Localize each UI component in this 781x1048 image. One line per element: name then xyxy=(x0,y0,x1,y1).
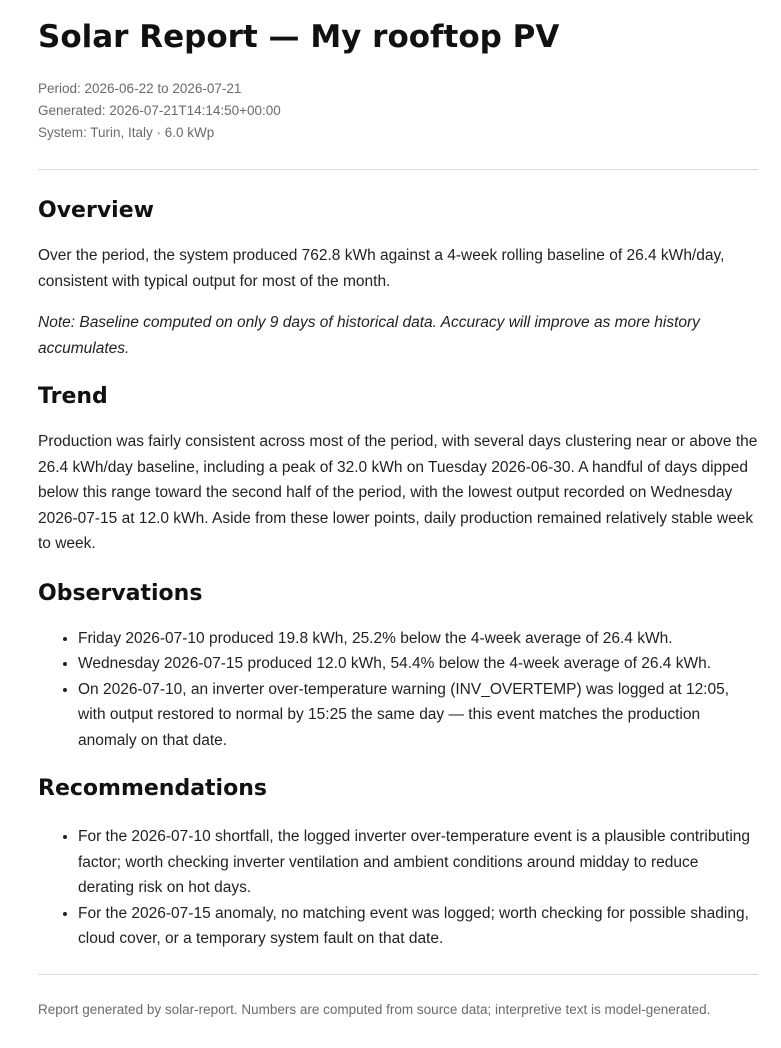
list-item: • Friday 2026-07-10 produced 19.8 kWh, 25.2% below the 4-week average of 26.4 kWh. xyxy=(78,626,758,652)
trend-heading: Trend xyxy=(38,384,108,409)
observations-list xyxy=(38,626,758,754)
header-divider xyxy=(38,169,758,170)
list-item: • For the 2026-07-10 shortfall, the logged inverter over-temperature event is a plausible contributing factor; worth checking inverter ventilation and ambient conditions around midday to reduce derating risk on hot days. xyxy=(78,824,758,901)
report-meta xyxy=(38,78,758,144)
observations-section xyxy=(38,580,758,754)
overview-heading: Overview xyxy=(38,198,154,223)
footer-divider xyxy=(38,974,758,975)
meta-generated: Generated: 2026-07-21T14:14:50+00:00 xyxy=(38,103,281,118)
overview-text: Over the period, the system produced 762.8 kWh against a 4-week rolling baseline of 26.4 kWh/day, consistent with typical output for most of the month. xyxy=(38,247,725,290)
recommendations-list xyxy=(38,824,758,952)
list-item: • For the 2026-07-15 anomaly, no matching event was logged; worth checking for possible shading, cloud cover, or a temporary system fault on that date. xyxy=(78,901,758,952)
meta-period: Period: 2026-06-22 to 2026-07-21 xyxy=(38,81,242,96)
meta-system: System: Turin, Italy · 6.0 kWp xyxy=(38,125,215,140)
report-footer: Report generated by solar-report. Numbers are computed from source data; interpretive text is model-generated. xyxy=(38,1001,711,1017)
trend-text: Production was fairly consistent across most of the period, with several days clustering near or above the 26.4 kWh/day baseline, including a peak of 32.0 kWh on Tuesday 2026-06-30. A handful of days dipped below this range toward the second half of the period, with the lowest output recorded on Wednesday 2026-07-15 at 12.0 kWh. Aside from these lower points, daily production remained relatively stable week to week. xyxy=(38,433,758,552)
trend-section xyxy=(38,383,758,557)
list-item: • On 2026-07-10, an inverter over-temperature warning (INV_OVERTEMP) was logged at 12:05, with output restored to normal by 15:25 the same day — this event matches the production anomaly on that date. xyxy=(78,677,758,754)
list-item: • Wednesday 2026-07-15 produced 12.0 kWh, 54.4% below the 4-week average of 26.4 kWh. xyxy=(78,651,758,677)
overview-note: Note: Baseline computed on only 9 days of historical data. Accuracy will improve as more history accumulates. xyxy=(38,314,700,357)
overview-section xyxy=(38,197,758,361)
report-title: Solar Report — My rooftop PV xyxy=(38,19,560,55)
observations-heading: Observations xyxy=(38,580,203,606)
recommendations-section xyxy=(38,775,758,952)
recommendations-heading: Recommendations xyxy=(38,776,267,801)
